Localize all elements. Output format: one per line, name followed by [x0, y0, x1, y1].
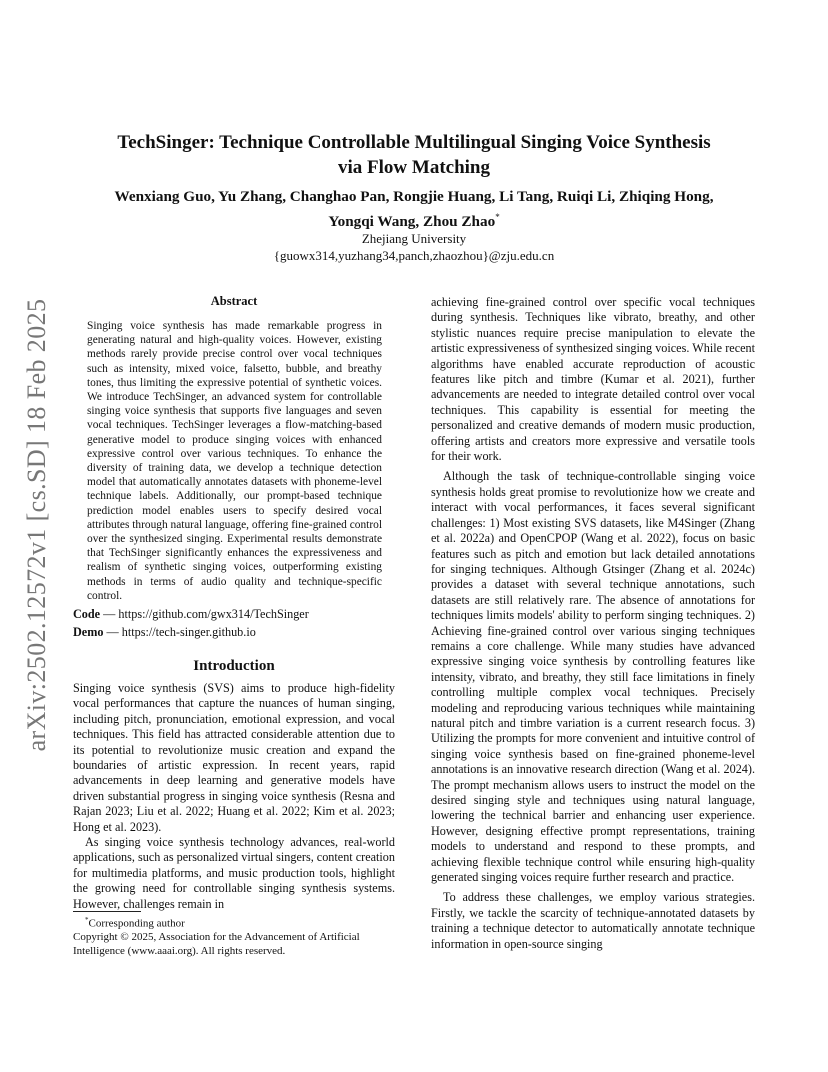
- author-list: [80, 186, 748, 232]
- resource-links: [73, 605, 395, 641]
- authors-line-1: Wenxiang Guo, Yu Zhang, Changhao Pan, Rongjie Huang, Li Tang, Ruiqi Li, Zhiqing Hong,: [114, 188, 714, 205]
- corresponding-author-mark: *: [495, 212, 500, 222]
- code-label: Code: [73, 607, 101, 621]
- footnote-text: Corresponding author: [88, 917, 185, 930]
- title-line-2: via Flow Matching: [338, 157, 490, 178]
- affiliation: Zhejiang University: [361, 231, 467, 246]
- intro-paragraph-2: As singing voice synthesis technology advances, real-world applications, such as personalized virtual singers, content creation for multimedia platforms, and music production tools, highlight the growing need for controllable singing synthesis systems. However, challenges remain in: [73, 835, 395, 911]
- title-line-1: TechSinger: Technique Controllable Multilingual Singing Voice Synthesis: [117, 132, 711, 153]
- code-link[interactable]: — https://github.com/gwx314/TechSinger: [100, 607, 309, 621]
- right-column-body: [431, 295, 755, 952]
- intro-paragraph-1: Singing voice synthesis (SVS) aims to produce high-fidelity vocal performances that capture the nuances of human singing, including pitch, pronunciation, emotional expression, and vocal techniques. This field has attracted considerable attention due to its potential to revolutionize music creation and expand the boundaries of artistic expression. In recent years, rapid advancements in deep learning and generative models have driven substantial progress in singing voice synthesis (Resna and Rajan 2023; Liu et al. 2022; Huang et al. 2022; Kim et al. 2023; Hong et al. 2023).: [73, 681, 395, 834]
- left-column-body: [73, 681, 395, 912]
- right-paragraph-2: Although the task of technique-controllable singing voice synthesis holds great promise to revolutionize how we create and interact with vocal performances, it faces several significant challenges: 1) Most existing SVS datasets, like M4Singer (Zhang et al. 2022a) and OpenCPOP (Wang et al. 2022), focus on basic features such as pitch and emotion but lack detailed annotations for singing techniques. Although Gtsinger (Zhang et al. 2024c) provides a dataset with several technique annotations, such datasets are still relatively rare. The absence of annotations for techniques limits models' ability to perform singing techniques. 2) Achieving fine-grained control over various singing techniques remains a core challenge. While many studies have advanced expressive singing voice synthesis by controlling features like intensity, vibrato, and breathy, they still face limitations in finely controlling multiple complex vocal techniques. Precisely modeling and reproducing various techniques while maintaining natural pitch and timbre variation is a current research focus. 3) Utilizing the prompts for more convenient and intuitive control of singing voice synthesis based on fine-grained phoneme-level annotations is an innovative research direction (Wang et al. 2024). The prompt mechanism allows users to instruct the model on the desired singing style and techniques using natural language, lowering the technical barrier and enhancing user experience. However, designing effective prompt representations, training models to understand and respond to these prompts, and achieving flexible technique control while ensuring high-quality generated singing voices require further research and practice.: [431, 469, 755, 885]
- footnote-mark: *: [85, 916, 89, 924]
- affiliation-block: [80, 230, 748, 264]
- right-paragraph-3: To address these challenges, we employ various strategies. Firstly, we tackle the scarcity of technique-annotated datasets by training a technique detector to automatically annotate technique information in open-source singing: [431, 890, 755, 951]
- arxiv-id: arXiv:2502.12572v1 [cs.SD] 18 Feb 2025: [22, 298, 51, 752]
- abstract-heading: Abstract: [210, 294, 258, 308]
- abstract-text: Singing voice synthesis has made remarkable progress in generating natural and high-quality voices. However, existing methods rarely provide precise control over vocal techniques such as intensity, mixed voice, falsetto, bubble, and breathy tones, thus limiting the expressive potential of synthetic voices. We introduce TechSinger, an advanced system for controllable singing voice synthesis that supports five languages and seven vocal techniques. TechSinger leverages a flow-matching-based generative model to produce singing voices with enhanced expressive control over various techniques. To enhance the diversity of training data, we develop a technique detection model that automatically annotates datasets with phoneme-level technique labels. Additionally, our prompt-based technique prediction model enables users to specify desired vocal attributes through natural language, offering fine-grained control over the synthesized singing. Experimental results demonstrate that TechSinger significantly enhances the expressiveness and realism of synthetic singing voices, outperforming existing methods in terms of audio quality and technique-specific control.: [87, 320, 382, 602]
- authors-line-2: Yongqi Wang, Zhou Zhao: [328, 213, 496, 231]
- footnote-block: [73, 914, 403, 958]
- paper-title: [80, 130, 748, 180]
- copyright-notice: Copyright © 2025, Association for the Advancement of Artificial Intelligence (www.aaai.org). All rights reserved.: [73, 931, 360, 957]
- author-emails: {guowx314,yuzhang34,panch,zhaozhou}@zju.edu.cn: [273, 248, 555, 263]
- introduction-heading: Introduction: [193, 658, 275, 674]
- demo-link[interactable]: — https://tech-singer.github.io: [103, 625, 256, 639]
- footnote-rule: [73, 911, 141, 912]
- demo-label: Demo: [73, 625, 104, 639]
- right-paragraph-1: achieving fine-grained control over specific vocal techniques during synthesis. Techniques like vibrato, breathy, and other stylistic nuances require precise manipulation to elevate the artistic expressiveness of synthesized singing voices. While recent algorithms have enabled accurate reproduction of acoustic features like pitch and timbre (Kumar et al. 2021), further advancements are needed to integrate detailed control over vocal techniques. This capability is essential for meeting the personalized and creative demands of modern music production, offering artists and creators more expressive and versatile tools for their work.: [431, 295, 755, 464]
- arxiv-watermark: [19, 290, 55, 760]
